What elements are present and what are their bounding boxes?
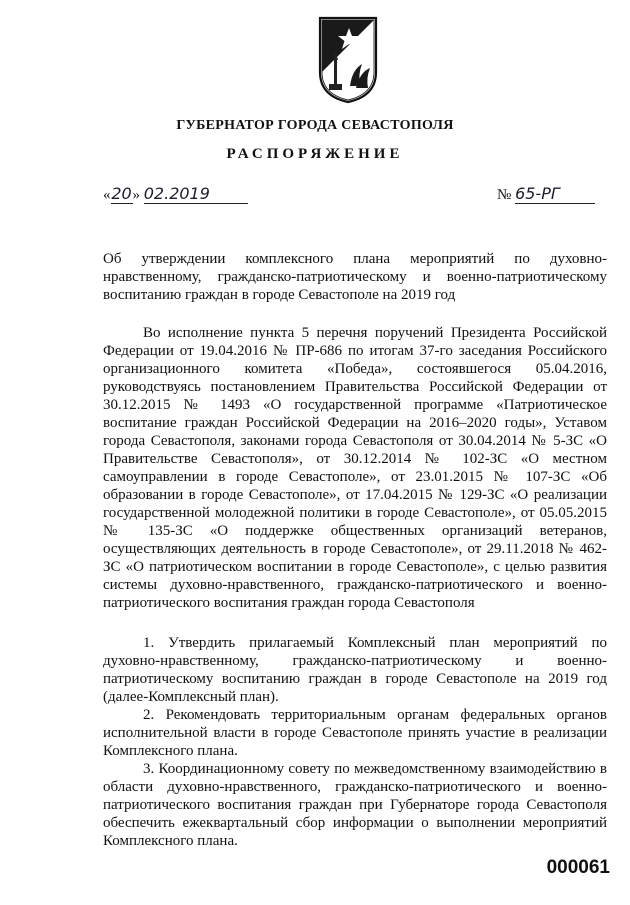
document-topic: Об утверждении комплексного плана мероприятий по духовно-нравственному, гражданско-патриотическому и военно-патриотическому воспитанию граждан в городе Севастополе на 2019 год [103, 251, 607, 303]
number-value: 65-РГ [515, 184, 595, 204]
date-close-quote: » [132, 187, 140, 203]
list-item: 3. Координационному совету по межведомственному взаимодействию в области духовно-нравственного, гражданско-патриотического и военно-патриотического воспитания граждан при Губернаторе города Севастополя обеспечить ежеквартальный сбор информации о выполнении мероприятий Комплексного плана. [103, 761, 607, 849]
document-date [103, 184, 248, 204]
date-open-quote: « [103, 187, 111, 203]
document-number [497, 184, 595, 204]
document-type: РАСПОРЯЖЕНИЕ [226, 146, 404, 162]
page-title: ГУБЕРНАТОР ГОРОДА СЕВАСТОПОЛЯ [176, 118, 454, 133]
document-serial-number: 000061 [546, 857, 610, 878]
sevastopol-coat-of-arms-icon [316, 14, 380, 104]
number-prefix: № [497, 187, 512, 203]
preamble-paragraph: Во исполнение пункта 5 перечня поручений Президента Российской Федерации от 19.04.2016 № ПР-686 по итогам 37-го заседания Российского организационного комитета «Победа», состоявшегося 05.04.2016, руководствуясь постановлением Правительства Российской Федерации от 30.12.2015 № 1493 «О государственной программе «Патриотическое воспитание граждан Российской Федерации на 2016–2020 годы», Уставом города Севастополя, законами города Севастополя от 30.04.2014 № 5-ЗС «О Правительстве Севастополя», от 30.12.2014 № 102-ЗС «О местном самоуправлении в городе Севастополе», от 23.01.2015 № 107-ЗС «Об образовании в городе Севастополе», от 17.04.2015 № 129-ЗС «О реализации государственной молодежной политики в городе Севастополе», от 05.05.2015 № 135-ЗС «О поддержке общественных организаций ветеранов, осуществляющих деятельность в городе Севастополе», от 29.11.2018 № 462-ЗС «О патриотическом воспитании в городе Севастополе», с целью развития системы духовно-нравственного, гражданско-патриотического и военно-патриотического воспитания граждан города Севастополя [103, 325, 607, 611]
list-item: 1. Утвердить прилагаемый Комплексный план мероприятий по духовно-нравственному, гражданско-патриотическому и военно-патриотическому воспитанию граждан в городе Севастополе на 2019 год (далее-Комплексный план). [103, 635, 607, 705]
list-item: 2. Рекомендовать территориальным органам федеральных органов исполнительной власти в городе Севастополе принять участие в реализации Комплексного плана. [103, 707, 607, 759]
date-day: 20 [111, 184, 132, 203]
date-month-year: 02.2019 [144, 184, 248, 204]
